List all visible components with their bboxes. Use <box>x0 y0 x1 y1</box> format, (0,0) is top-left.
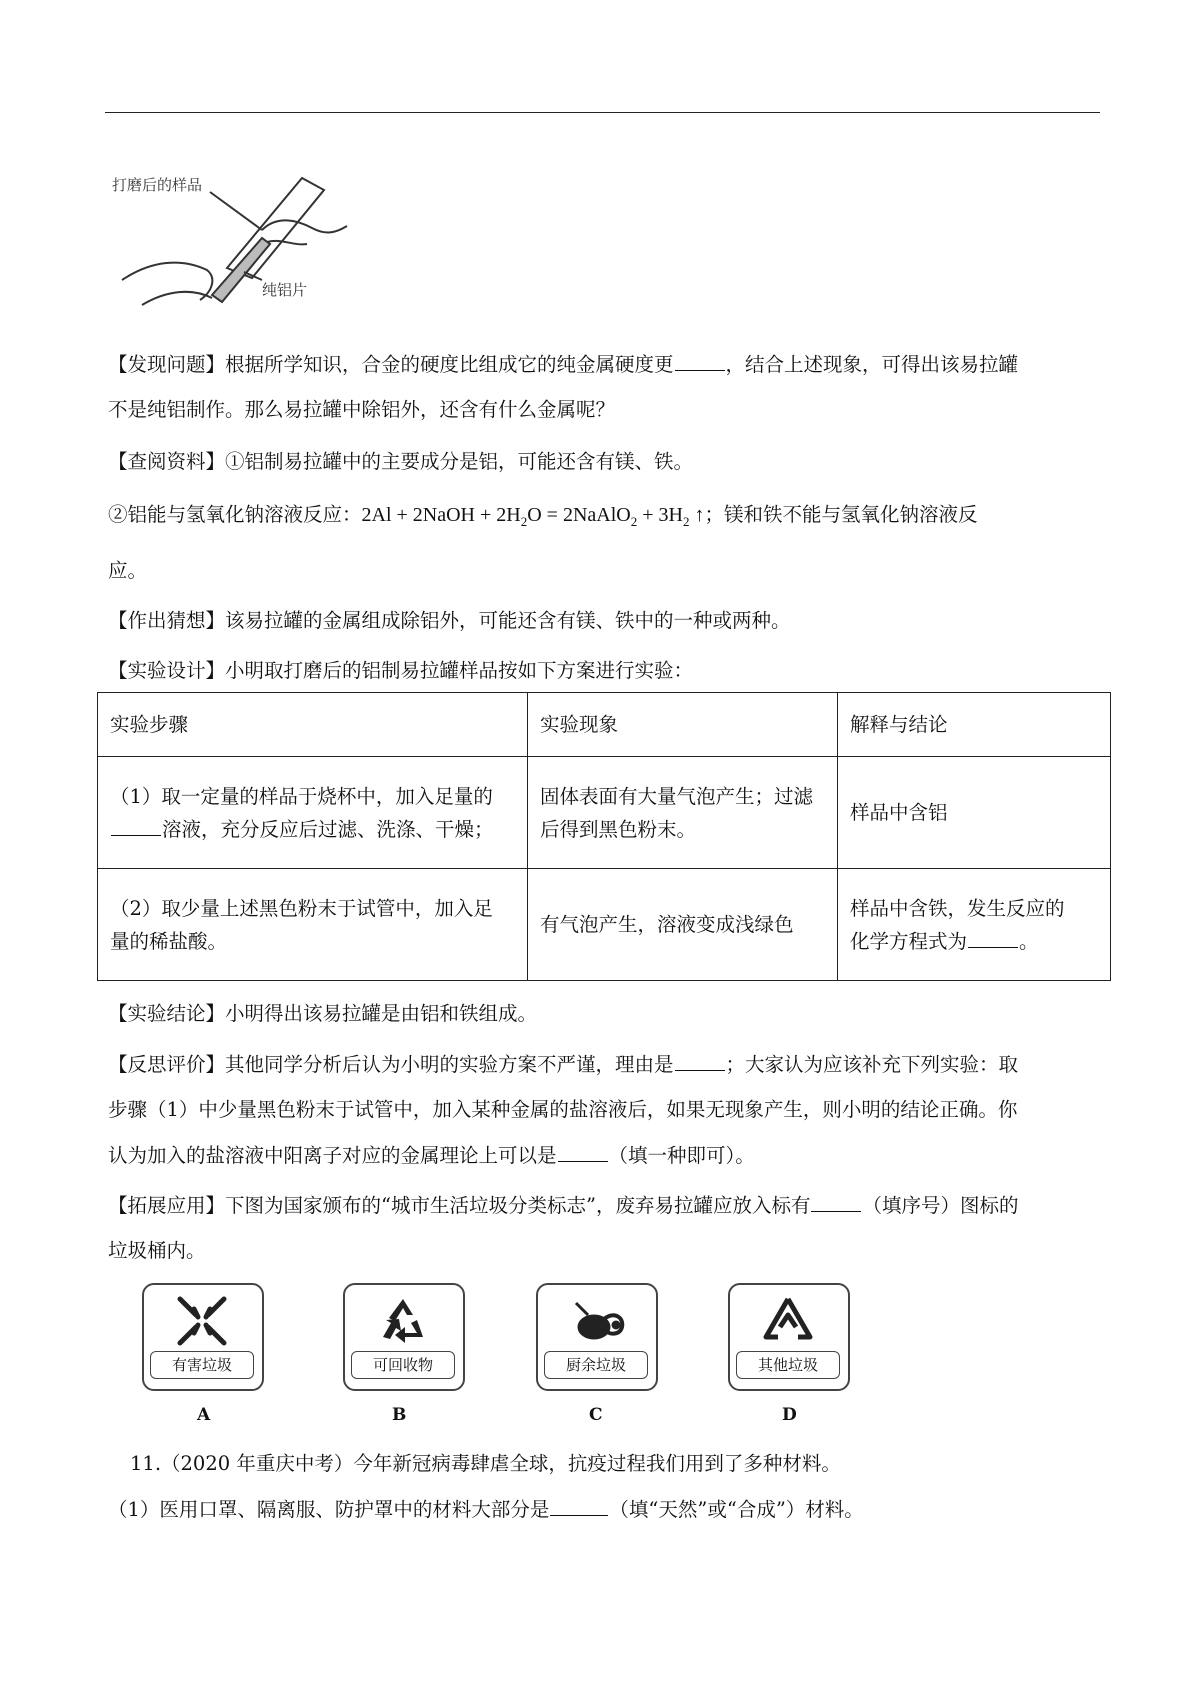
recycle-icon <box>373 1293 433 1353</box>
consult-line-2: ②铝能与氢氧化钠溶液反应：2Al + 2NaOH + $2H_2O$ = 2NaAlO$_2$ + $3H_2$ ↑；镁和铁不能与氢氧化钠溶液反 <box>108 503 978 529</box>
sign-label: 其他垃圾 <box>736 1351 840 1379</box>
reflect-line-1: 【反思评价】其他同学分析后认为小明的实验方案不严谨，理由是 ；大家认为应该补充下列实验：取 <box>108 1053 1019 1076</box>
header-step: 实验步骤 <box>98 693 528 757</box>
consult-line-1: 【查阅资料】①铝制易拉罐中的主要成分是铝，可能还含有镁、铁。 <box>108 450 694 473</box>
sign-letter: B <box>392 1405 407 1425</box>
triangle-arrows-icon <box>758 1293 818 1353</box>
header-rule <box>105 112 1100 113</box>
food-waste-icon <box>566 1293 630 1353</box>
header-conclusion: 解释与结论 <box>838 693 1111 757</box>
discover-line-2: 不是纯铝制作。那么易拉罐中除铝外，还含有什么金属呢？ <box>108 398 616 421</box>
chemical-equation: 2Al + 2NaOH + $2H_2O$ = 2NaAlO$_2$ + $3H_2$ ↑ <box>361 504 705 529</box>
conclusion-paragraph: 【实验结论】小明得出该易拉罐是由铝和铁组成。 <box>108 1002 538 1025</box>
table-row <box>98 757 1111 869</box>
row1-phenomenon: 固体表面有大量气泡产生；过滤 后得到黑色粉末。 <box>528 757 838 869</box>
reflect-line-2: 步骤（1）中少量黑色粉末于试管中，加入某种金属的盐溶液后，如果无现象产生，则小明的结论正确。你 <box>108 1098 1018 1121</box>
extend-line-2: 垃圾桶内。 <box>108 1239 206 1262</box>
design-paragraph: 【实验设计】小明取打磨后的铝制易拉罐样品按如下方案进行实验： <box>108 659 694 682</box>
table-header-row <box>98 693 1111 757</box>
sign-label: 有害垃圾 <box>150 1351 254 1379</box>
label-pure-aluminium: 纯铝片 <box>262 281 308 299</box>
discover-line-1: 【发现问题】根据所学知识，合金的硬度比组成它的纯金属硬度更 ，结合上述现象，可得出该易拉罐 <box>108 353 1019 376</box>
guess-paragraph: 【作出猜想】该易拉罐的金属组成除铝外，可能还含有镁、铁中的一种或两种。 <box>108 609 791 632</box>
hazard-cross-icon <box>172 1293 232 1353</box>
sign-recyclable <box>343 1283 465 1391</box>
row2-phenomenon: 有气泡产生，溶液变成浅绿色 <box>528 869 838 981</box>
header-phenomenon: 实验现象 <box>528 693 838 757</box>
sign-letter: D <box>782 1405 797 1425</box>
sign-other <box>728 1283 850 1391</box>
consult-line-3: 应。 <box>108 559 148 582</box>
sign-label: 厨余垃圾 <box>544 1351 648 1379</box>
experiment-table <box>97 692 1111 981</box>
answer-blank[interactable] <box>675 352 725 371</box>
answer-blank[interactable] <box>675 1052 725 1071</box>
answer-blank[interactable] <box>968 929 1018 948</box>
row1-conclusion: 样品中含铝 <box>838 757 1111 869</box>
sign-kitchen <box>536 1283 658 1391</box>
extend-line-1: 【拓展应用】下图为国家颁布的“城市生活垃圾分类标志”，废弃易拉罐应放入标有 （填序号）图标的 <box>108 1194 1019 1217</box>
table-row <box>98 869 1111 981</box>
sign-hazardous <box>142 1283 264 1391</box>
row2-conclusion: 样品中含铁，发生反应的 化学方程式为 。 <box>838 869 1111 981</box>
sign-letter: C <box>589 1405 603 1425</box>
sign-letter: A <box>197 1405 211 1425</box>
scratch-test-illustration <box>112 160 372 314</box>
row1-step: （1）取一定量的样品于烧杯中，加入足量的 溶液，充分反应后过滤、洗涤、干燥； <box>98 757 528 869</box>
answer-blank[interactable] <box>550 1497 608 1516</box>
row2-step: （2）取少量上述黑色粉末于试管中，加入足 量的稀盐酸。 <box>98 869 528 981</box>
reflect-line-3: 认为加入的盐溶液中阳离子对应的金属理论上可以是 （填一种即可）。 <box>108 1144 755 1167</box>
label-sample: 打磨后的样品 <box>112 176 203 194</box>
sign-label: 可回收物 <box>351 1351 455 1379</box>
answer-blank[interactable] <box>111 817 161 836</box>
answer-blank[interactable] <box>811 1193 861 1212</box>
answer-blank[interactable] <box>558 1143 608 1162</box>
question-11: 11.（2020 年重庆中考）今年新冠病毒肆虐全球，抗疫过程我们用到了多种材料。 <box>130 1452 841 1475</box>
question-11-part-1: （1）医用口罩、隔离服、防护罩中的材料大部分是 （填“天然”或“合成”）材料。 <box>108 1498 864 1521</box>
